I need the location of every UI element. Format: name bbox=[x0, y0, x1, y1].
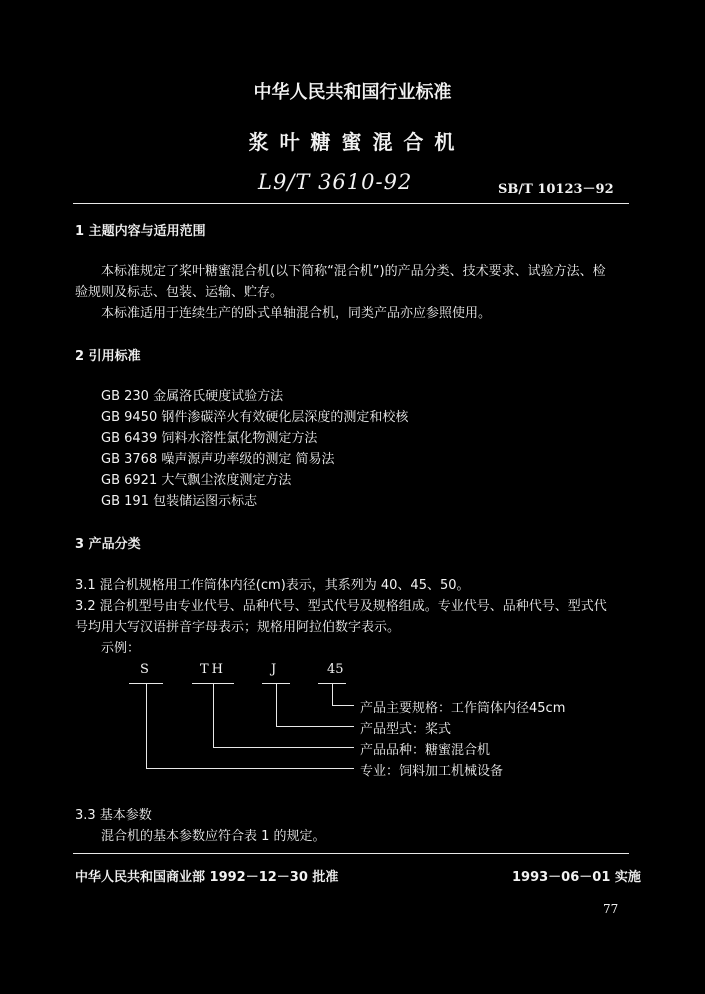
section-2-heading: 2 引用标准 bbox=[75, 349, 141, 364]
header-rule bbox=[73, 203, 629, 204]
connector-line bbox=[146, 768, 354, 769]
diagram-label: 产品型式：桨式 bbox=[360, 722, 452, 737]
reference-item: GB 6921 大气飘尘浓度测定方法 bbox=[101, 473, 292, 488]
section-1-para-1-line-2: 验规则及标志、包装、运输、贮存。 bbox=[75, 285, 284, 300]
connector-line bbox=[276, 726, 354, 727]
reference-item: GB 230 金属洛氏硬度试验方法 bbox=[101, 389, 284, 404]
code-number: 45 bbox=[327, 662, 344, 677]
std-code: SB/T 10123－92 bbox=[498, 182, 614, 197]
doc-title: 浆 叶 糖 蜜 混 合 机 bbox=[248, 130, 457, 154]
section-1-heading: 1 主题内容与适用范围 bbox=[75, 224, 206, 239]
code-letter: TH bbox=[200, 662, 227, 677]
connector-line bbox=[213, 684, 214, 747]
connector-line bbox=[332, 684, 333, 705]
code-letter: S bbox=[140, 662, 149, 677]
reference-item: GB 191 包装储运图示标志 bbox=[101, 494, 258, 509]
clause-3-3-heading: 3.3 基本参数 bbox=[75, 808, 152, 823]
reference-item: GB 6439 饲料水溶性氯化物测定方法 bbox=[101, 431, 318, 446]
diagram-label: 产品主要规格：工作筒体内径45cm bbox=[360, 701, 566, 716]
implementation-date: 1993－06－01 实施 bbox=[512, 870, 641, 885]
diagram-label: 专业：饲料加工机械设备 bbox=[360, 764, 504, 779]
approval-line: 中华人民共和国商业部 1992－12－30 批准 bbox=[75, 870, 339, 885]
example-label: 示例： bbox=[101, 641, 141, 656]
connector-line bbox=[213, 747, 354, 748]
org-title: 中华人民共和国行业标准 bbox=[253, 82, 452, 103]
section-1-para-2: 本标准适用于连续生产的卧式单轴混合机，同类产品亦应参照使用。 bbox=[101, 306, 492, 321]
section-3-heading: 3 产品分类 bbox=[75, 537, 141, 552]
connector-line bbox=[276, 684, 277, 726]
reference-item: GB 3768 噪声源声功率级的测定 简易法 bbox=[101, 452, 335, 467]
clause-3-2-line-2: 号均用大写汉语拼音字母表示；规格用阿拉伯数字表示。 bbox=[75, 620, 401, 635]
connector-line bbox=[146, 684, 147, 768]
footer-rule bbox=[73, 853, 629, 854]
diagram-label: 产品品种：糖蜜混合机 bbox=[360, 743, 491, 758]
connector-line bbox=[332, 705, 354, 706]
handwritten-code: L9/T 3610-92 bbox=[258, 170, 413, 194]
code-letter: J bbox=[271, 662, 277, 677]
clause-3-1: 3.1 混合机规格用工作筒体内径(cm)表示，其系列为 40、45、50。 bbox=[75, 578, 470, 593]
page-number: 77 bbox=[603, 902, 619, 916]
clause-3-3-text: 混合机的基本参数应符合表 1 的规定。 bbox=[101, 829, 326, 844]
clause-3-2-line-1: 3.2 混合机型号由专业代号、品种代号、型式代号及规格组成。专业代号、品种代号、型式代 bbox=[75, 599, 607, 614]
section-1-para-1-line-1: 本标准规定了桨叶糖蜜混合机(以下简称“混合机”)的产品分类、技术要求、试验方法、检 bbox=[101, 264, 606, 279]
reference-item: GB 9450 钢件渗碳淬火有效硬化层深度的测定和校核 bbox=[101, 410, 409, 425]
